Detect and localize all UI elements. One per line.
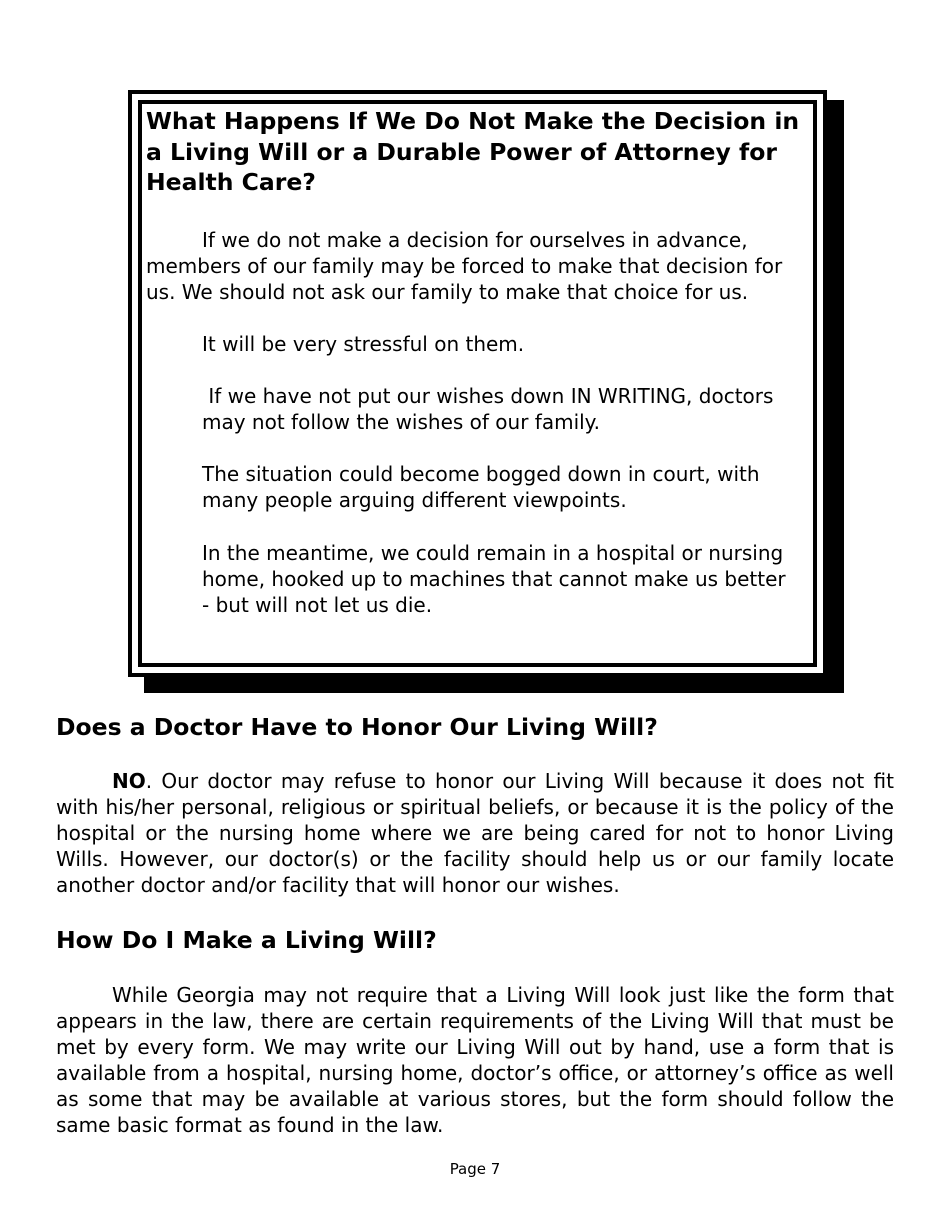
section-paragraph-doctor-honor	[56, 768, 894, 898]
section-paragraph-make-living-will: While Georgia may not require that a Living Will look just like the form that appears in the law, there are certain requirements of the Living Will that must be met by every form. We may write our Living Will out by hand, use a form that is available from a hospital, nursing home, doctor’s office, or attorney’s office as well as some that may be available at various stores, but the form should follow the same basic format as found in the law.	[56, 983, 894, 1137]
callout-paragraph-2: It will be very stressful on them.	[202, 332, 525, 356]
page-number: Page 7	[449, 1160, 501, 1178]
answer-text: . Our doctor may refuse to honor our Living Will because it does not fit with his/her personal, religious or spiritual beliefs, or because it is the policy of the hospital or the nursing home where we are being cared for not to honor Living Wills. However, our doctor(s) or the facility should help us or our family locate another doctor and/or facility that will honor our wishes.	[56, 769, 894, 897]
answer-no: NO	[112, 769, 146, 793]
callout-paragraph-5: In the meantime, we could remain in a hospital or nursing home, hooked up to machines that cannot make us better - but will not let us die.	[202, 541, 786, 617]
section-heading-doctor-honor: Does a Doctor Have to Honor Our Living Will?	[56, 713, 658, 741]
section-heading-make-living-will: How Do I Make a Living Will?	[56, 926, 437, 954]
callout-paragraph-3: If we have not put our wishes down IN WRITING, doctors may not follow the wishes of our family.	[202, 384, 780, 434]
callout-title: What Happens If We Do Not Make the Decision in a Living Will or a Durable Power of Attorney for Health Care?	[146, 107, 800, 196]
callout-paragraph-1: If we do not make a decision for ourselves in advance, members of our family may be forced to make that decision for us. We should not ask our family to make that choice for us.	[146, 228, 783, 304]
callout-paragraph-4: The situation could become bogged down in court, with many people arguing different viewpoints.	[202, 462, 760, 512]
